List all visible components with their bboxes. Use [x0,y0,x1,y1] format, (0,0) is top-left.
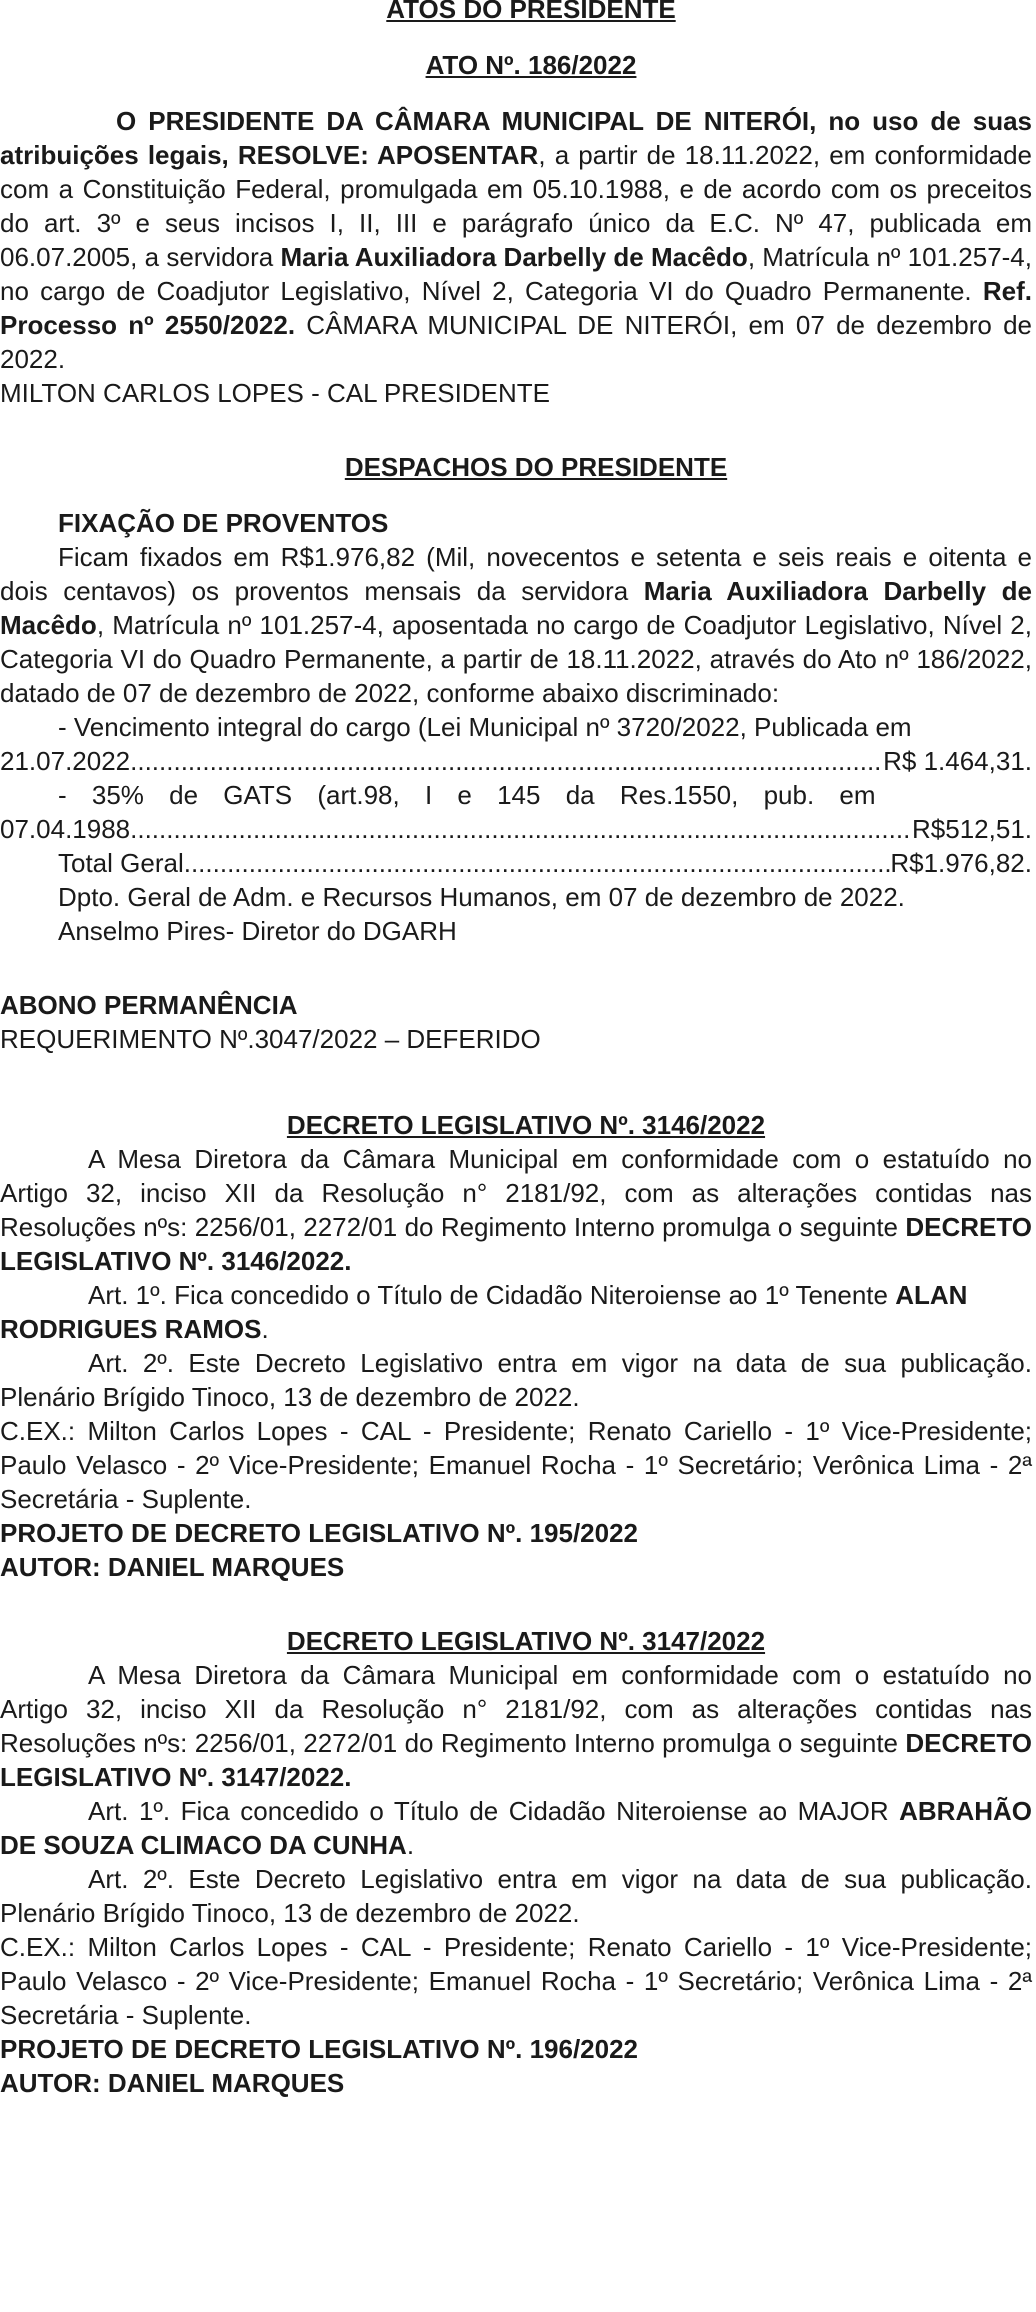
ato-title: ATO Nº. 186/2022 [425,50,637,80]
abono-requerimento: REQUERIMENTO Nº.3047/2022 – DEFERIDO [0,1024,541,1054]
despachos-section-title: DESPACHOS DO PRESIDENTE [344,452,728,482]
decreto-art1: Art. 1º. Fica concedido o Título de Cidadão Niteroiense ao 1º Tenente ALAN RODRIGUES RAMOS. [0,1280,968,1344]
decreto-art2: Art. 2º. Este Decreto Legislativo entra em vigor na data de sua publicação. Plenário Brígido Tinoco, 13 de dezembro de 2022. [0,1864,1032,1928]
item2-line: 07.04.1988 ..... R$512,51. [0,812,1032,846]
decreto-title: DECRETO LEGISLATIVO Nº. 3146/2022 [286,1110,766,1140]
abono-title: ABONO PERMANÊNCIA [0,990,298,1020]
decreto-art1: Art. 1º. Fica concedido o Título de Cidadão Niteroiense ao MAJOR ABRAHÃO DE SOUZA CLIMACO DA CUNHA. [0,1796,1032,1860]
director-line: Anselmo Pires- Diretor do DGARH [58,916,457,946]
total-line: Total Geral ..... R$1.976,82. [0,846,1032,880]
ato-signature: MILTON CARLOS LOPES - CAL PRESIDENTE [0,378,550,408]
item1-description: - Vencimento integral do cargo (Lei Municipal nº 3720/2022, Publicada em [58,712,912,742]
ato-body-paragraph: O PRESIDENTE DA CÂMARA MUNICIPAL DE NITERÓI, no uso de suas atribuições legais, RESOLVE: APOSENTAR, a partir de 18.11.2022, em conformidade com a Constituição Federal, promulgada em 05.10.1988, e de acordo com os preceitos do art. 3º e seus incisos I, II, III e parágrafo único da E.C. Nº 47, publicada em 06.07.2005, a servidora Maria Auxiliadora Darbelly de Macêdo, Matrícula nº 101.257-4, no cargo de Coadjutor Legislativo, Nível 2, Categoria VI do Quadro Permanente. Ref. Processo nº 2550/2022. CÂMARA MUNICIPAL DE NITERÓI, em 07 de dezembro de 2022. [0,106,1033,374]
decreto-cex: C.EX.: Milton Carlos Lopes - CAL - Presidente; Renato Cariello - 1º Vice-Presidente; Paulo Velasco - 2º Vice-Presidente; Emanuel Rocha - 1º Secretário; Verônica Lima - 2ª Secretária - Suplente. [0,1932,1032,2030]
decreto-intro: A Mesa Diretora da Câmara Municipal em conformidade com o estatuído no Artigo 32, inciso XII da Resolução n° 2181/92, com as alterações contidas nas Resoluções nºs: 2256/01, 2272/01 do Regimento Interno promulga o seguinte DECRETO LEGISLATIVO Nº. 3146/2022. [0,1144,1032,1276]
dept-line: Dpto. Geral de Adm. e Recursos Humanos, em 07 de dezembro de 2022. [58,882,905,912]
item1-line: 21.07.2022 ..... R$ 1.464,31. [0,744,1032,778]
atos-section-title: ATOS DO PRESIDENTE [386,0,676,24]
decreto-art2: Art. 2º. Este Decreto Legislativo entra em vigor na data de sua publicação. Plenário Brígido Tinoco, 13 de dezembro de 2022. [0,1348,1032,1412]
decreto-intro: A Mesa Diretora da Câmara Municipal em conformidade com o estatuído no Artigo 32, inciso XII da Resolução n° 2181/92, com as alterações contidas nas Resoluções nºs: 2256/01, 2272/01 do Regimento Interno promulga o seguinte DECRETO LEGISLATIVO Nº. 3147/2022. [0,1660,1032,1792]
decreto-projeto: PROJETO DE DECRETO LEGISLATIVO Nº. 196/2022 [0,2034,639,2064]
decreto-autor: AUTOR: DANIEL MARQUES [0,1552,345,1582]
decreto-title: DECRETO LEGISLATIVO Nº. 3147/2022 [286,1626,766,1656]
decreto-autor: AUTOR: DANIEL MARQUES [0,2068,345,2098]
decreto-projeto: PROJETO DE DECRETO LEGISLATIVO Nº. 195/2022 [0,1518,639,1548]
decreto-cex: C.EX.: Milton Carlos Lopes - CAL - Presidente; Renato Cariello - 1º Vice-Presidente; Paulo Velasco - 2º Vice-Presidente; Emanuel Rocha - 1º Secretário; Verônica Lima - 2ª Secretária - Suplente. [0,1416,1032,1514]
fixacao-paragraph: Ficam fixados em R$1.976,82 (Mil, novecentos e setenta e seis reais e oitenta e dois centavos) os proventos mensais da servidora Maria Auxiliadora Darbelly de Macêdo, Matrícula nº 101.257-4, aposentada no cargo de Coadjutor Legislativo, Nível 2, Categoria VI do Quadro Permanente, a partir de 18.11.2022, através do Ato nº 186/2022, datado de 07 de dezembro de 2022, conforme abaixo discriminado: [0,542,1032,708]
fixacao-title: FIXAÇÃO DE PROVENTOS [58,508,389,538]
item2-description: - 35% de GATS (art.98, I e 145 da Res.1550, pub. em [58,780,876,810]
